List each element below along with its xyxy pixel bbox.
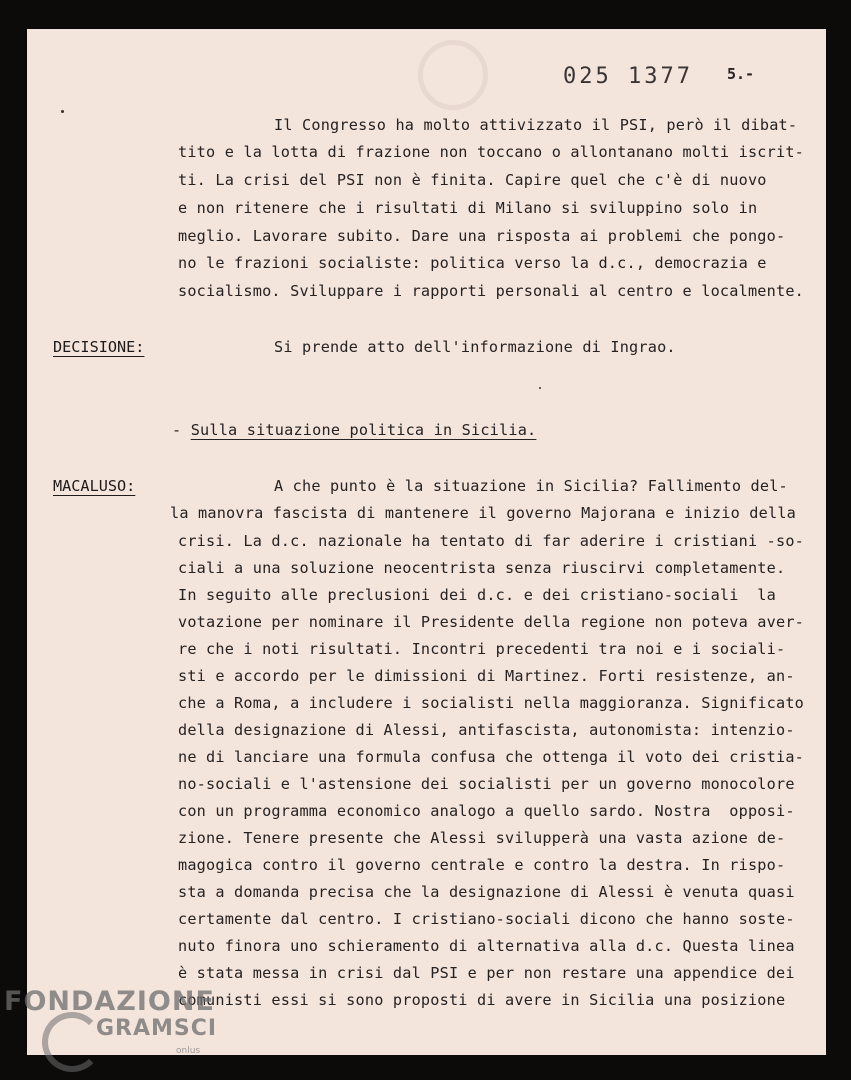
- heading-text: Sulla situazione politica in Sicilia.: [190, 421, 537, 439]
- logo-line2: GRAMSCI: [96, 1016, 218, 1041]
- text-line: zione. Tenere presente che Alessi svilupperà una vasta azione de-: [178, 829, 786, 847]
- text-line: sta a domanda precisa che la designazione di Alessi è venuta quasi: [178, 883, 795, 901]
- text-line: ciali a una soluzione neocentrista senza riuscirvi completamente.: [178, 559, 786, 577]
- logo-ring-icon: [42, 1012, 102, 1072]
- text-line: ti. La crisi del PSI non è finita. Capire quel che c'è di nuovo: [178, 171, 767, 189]
- text-line: ne di lanciare una formula confusa che ottenga il voto dei cristia-: [178, 748, 805, 766]
- text-line: e non ritenere che i risultati di Milano si sviluppino solo in: [178, 199, 758, 217]
- text-line: votazione per nominare il Presidente della regione non poteva aver-: [178, 613, 805, 631]
- text-line: socialismo. Sviluppare i rapporti personali al centro e localmente.: [178, 282, 805, 300]
- faint-stamp-watermark: [418, 40, 488, 110]
- text-line: nuto finora uno schieramento di alternativa alla d.c. Questa linea: [178, 937, 795, 955]
- text-line: Il Congresso ha molto attivizzato il PSI, però il dibat-: [274, 116, 798, 134]
- section-heading: [172, 421, 536, 439]
- text-line: no-sociali e l'astensione dei socialisti per un governo monocolore: [178, 775, 795, 793]
- logo-line1: FONDAZIONE: [4, 986, 215, 1017]
- ink-speck: [61, 110, 64, 113]
- text-line: sti e accordo per le dimissioni di Martinez. Forti resistenze, an-: [178, 667, 795, 685]
- text-line: della designazione di Alessi, antifascista, autonomista: intenzio-: [178, 721, 795, 739]
- text-line: no le frazioni socialiste: politica verso la d.c., democrazia e: [178, 254, 767, 272]
- text-line: A che punto è la situazione in Sicilia? Fallimento del-: [274, 477, 788, 495]
- text-line: è stata messa in crisi dal PSI e per non restare una appendice dei: [178, 964, 795, 982]
- speaker-label: MACALUSO:: [53, 477, 136, 495]
- text-line: In seguito alle preclusioni dei d.c. e dei cristiano-sociali la: [178, 586, 776, 604]
- text-line: comunisti essi si sono proposti di avere in Sicilia una posizione: [178, 991, 786, 1009]
- text-line: certamente dal centro. I cristiano-sociali dicono che hanno soste-: [178, 910, 795, 928]
- text-line: tito e la lotta di frazione non toccano o allontanano molti iscrit-: [178, 143, 805, 161]
- text-line: con un programma economico analogo a quello sardo. Nostra opposi-: [178, 802, 795, 820]
- text-line: che a Roma, a includere i socialisti nella maggioranza. Significato: [178, 694, 805, 712]
- decision-text: Si prende atto dell'informazione di Ingrao.: [274, 338, 676, 356]
- reference-number: 025 1377: [563, 64, 693, 89]
- heading-dash: -: [172, 421, 191, 439]
- decision-label: DECISIONE:: [53, 338, 145, 356]
- logo-sub: onlus: [176, 1046, 201, 1056]
- ink-speck: [539, 387, 541, 389]
- text-line: re che i noti risultati. Incontri precedenti tra noi e i sociali-: [178, 640, 786, 658]
- fondazione-gramsci-logo: [4, 986, 218, 1066]
- text-line: meglio. Lavorare subito. Dare una risposta ai problemi che pongo-: [178, 227, 786, 245]
- text-line: crisi. La d.c. nazionale ha tentato di far aderire i cristiani -so-: [178, 532, 805, 550]
- text-line: magogica contro il governo centrale e contro la destra. In rispo-: [178, 856, 786, 874]
- text-line: la manovra fascista di mantenere il governo Majorana e inizio della: [170, 504, 797, 522]
- page-number: 5.-: [727, 65, 755, 83]
